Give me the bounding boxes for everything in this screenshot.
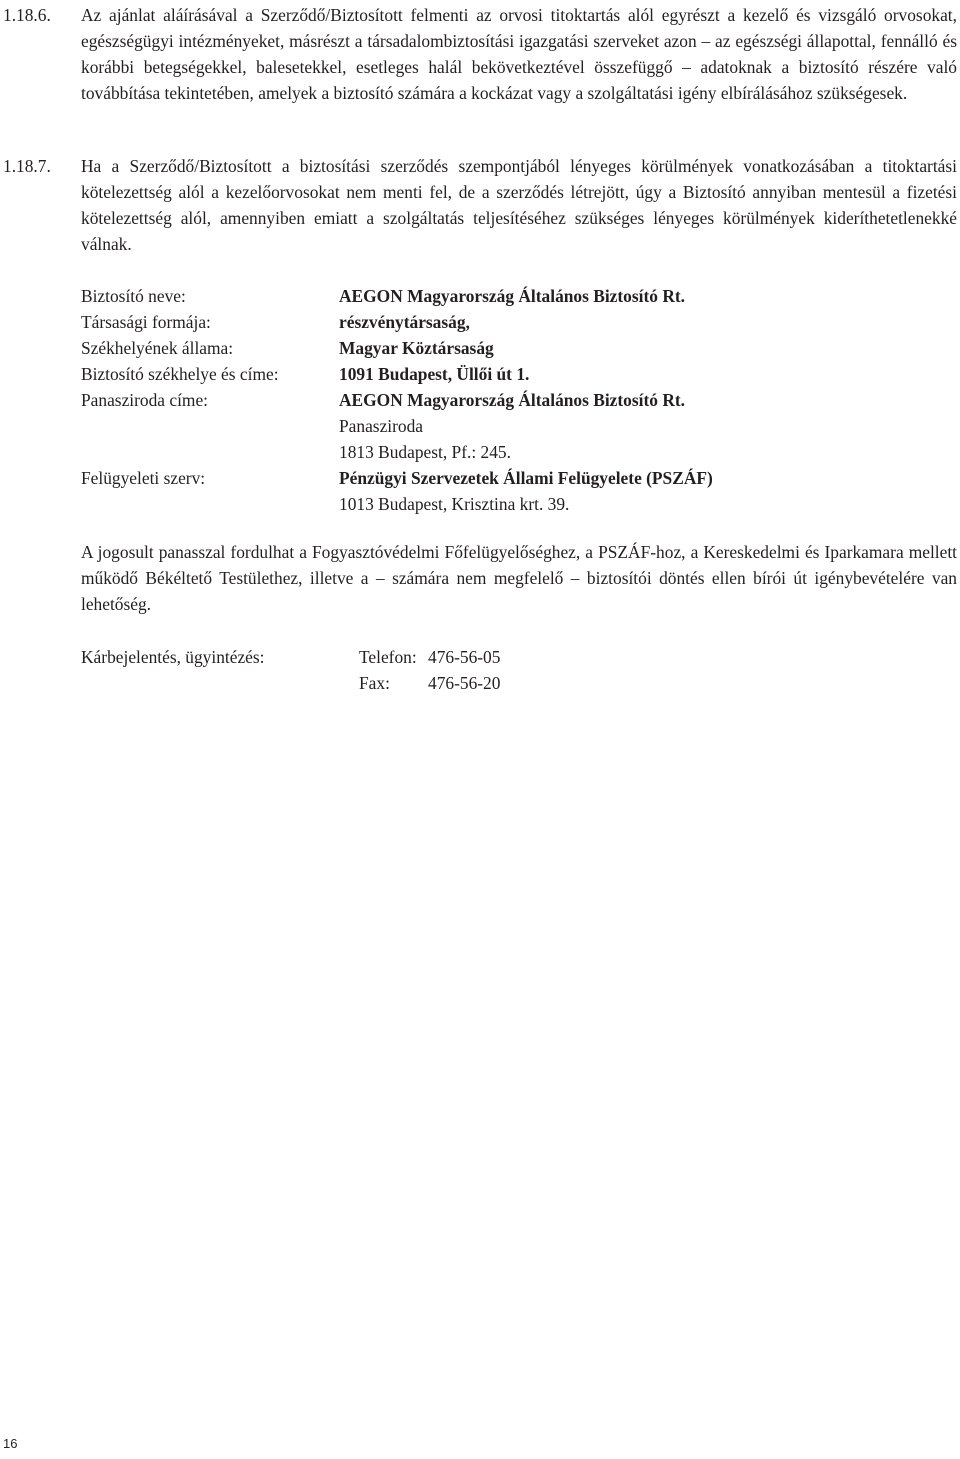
company-form-label: Társasági formája: [81, 312, 211, 332]
section-number: 1.18.7. [3, 156, 51, 176]
complaint-office-line3 [81, 439, 941, 465]
section-text: Az ajánlat aláírásával a Szerződő/Biztosított felmenti az orvosi titoktartás alól egyrészt a kezelő és vizsgáló orvosokat, egészségügyi intézményeket, másrészt a társadalombiztosítási igazgatási szerveket azon – az egészségi állapottal, fennálló és korábbi betegségekkel, balesetekkel, esetleges halál bekövetkeztével összefüggő – adatoknak a biztosító részére való továbbítása tekintetében, amelyek a biztosító számára a kockázat vagy a szolgáltatási igény elbírálásához szükségesek. [81, 5, 957, 103]
claims-label: Kárbejelentés, ügyintézés: [81, 647, 265, 667]
seat-state-value: Magyar Köztársaság [339, 338, 494, 358]
fax-row [81, 670, 781, 696]
supervisor-address: 1013 Budapest, Krisztina krt. 39. [339, 494, 570, 514]
complaint-office-line2 [81, 413, 941, 439]
complaint-paragraph: A jogosult panasszal fordulhat a Fogyasztóvédelmi Főfelügyelőséghez, a PSZÁF-hoz, a Kereskedelmi és Iparkamara mellett működő Békéltető Testülethez, illetve a – számára nem megfelelő – biztosítói döntés ellen bírói út igénybevételére van lehetőség. [81, 542, 957, 614]
seat-address-value: 1091 Budapest, Üllői út 1. [339, 364, 530, 384]
section-number: 1.18.6. [3, 5, 51, 25]
phone-label: Telefon: [359, 647, 417, 667]
phone-value: 476-56-05 [428, 647, 501, 667]
seat-address-row [81, 361, 941, 387]
seat-address-label: Biztosító székhelye és címe: [81, 364, 279, 384]
insurer-name-row [81, 283, 941, 309]
insurer-name-label: Biztosító neve: [81, 286, 186, 306]
supervisor-line2 [81, 491, 941, 517]
section-text: Ha a Szerződő/Biztosított a biztosítási szerződés szempontjából lényeges körülmények vonatkozásában a titoktartási kötelezettség alól a kezelőorvosokat nem menti fel, de a szerződés létrejött, úgy a Biztosító annyiban mentesül a fizetési kötelezettség alól, amennyiben emiatt a szolgáltatás teljesítéséhez szükséges lényeges körülmények kideríthetetlenekké válnak. [81, 156, 957, 254]
fax-label: Fax: [359, 673, 390, 693]
supervisor-value: Pénzügyi Szervezetek Állami Felügyelete (PSZÁF) [339, 468, 713, 488]
complaint-office-value: AEGON Magyarország Általános Biztosító Rt. [339, 390, 686, 410]
page-number: 16 [3, 1436, 18, 1451]
complaint-office-address: 1813 Budapest, Pf.: 245. [339, 442, 511, 462]
fax-value: 476-56-20 [428, 673, 501, 693]
company-form-row [81, 309, 941, 335]
insurer-info-block [81, 283, 941, 517]
insurer-name-value: AEGON Magyarország Általános Biztosító Rt. [339, 286, 686, 306]
complaint-office-name: Panasziroda [339, 416, 424, 436]
company-form-value: részvénytársaság, [339, 312, 470, 332]
seat-state-label: Székhelyének állama: [81, 338, 234, 358]
supervisor-row [81, 465, 941, 491]
complaint-office-row [81, 387, 941, 413]
supervisor-label: Felügyeleti szerv: [81, 468, 206, 488]
seat-state-row [81, 335, 941, 361]
contact-block [81, 644, 781, 696]
phone-row [81, 644, 781, 670]
complaint-office-label: Panasziroda címe: [81, 390, 208, 410]
